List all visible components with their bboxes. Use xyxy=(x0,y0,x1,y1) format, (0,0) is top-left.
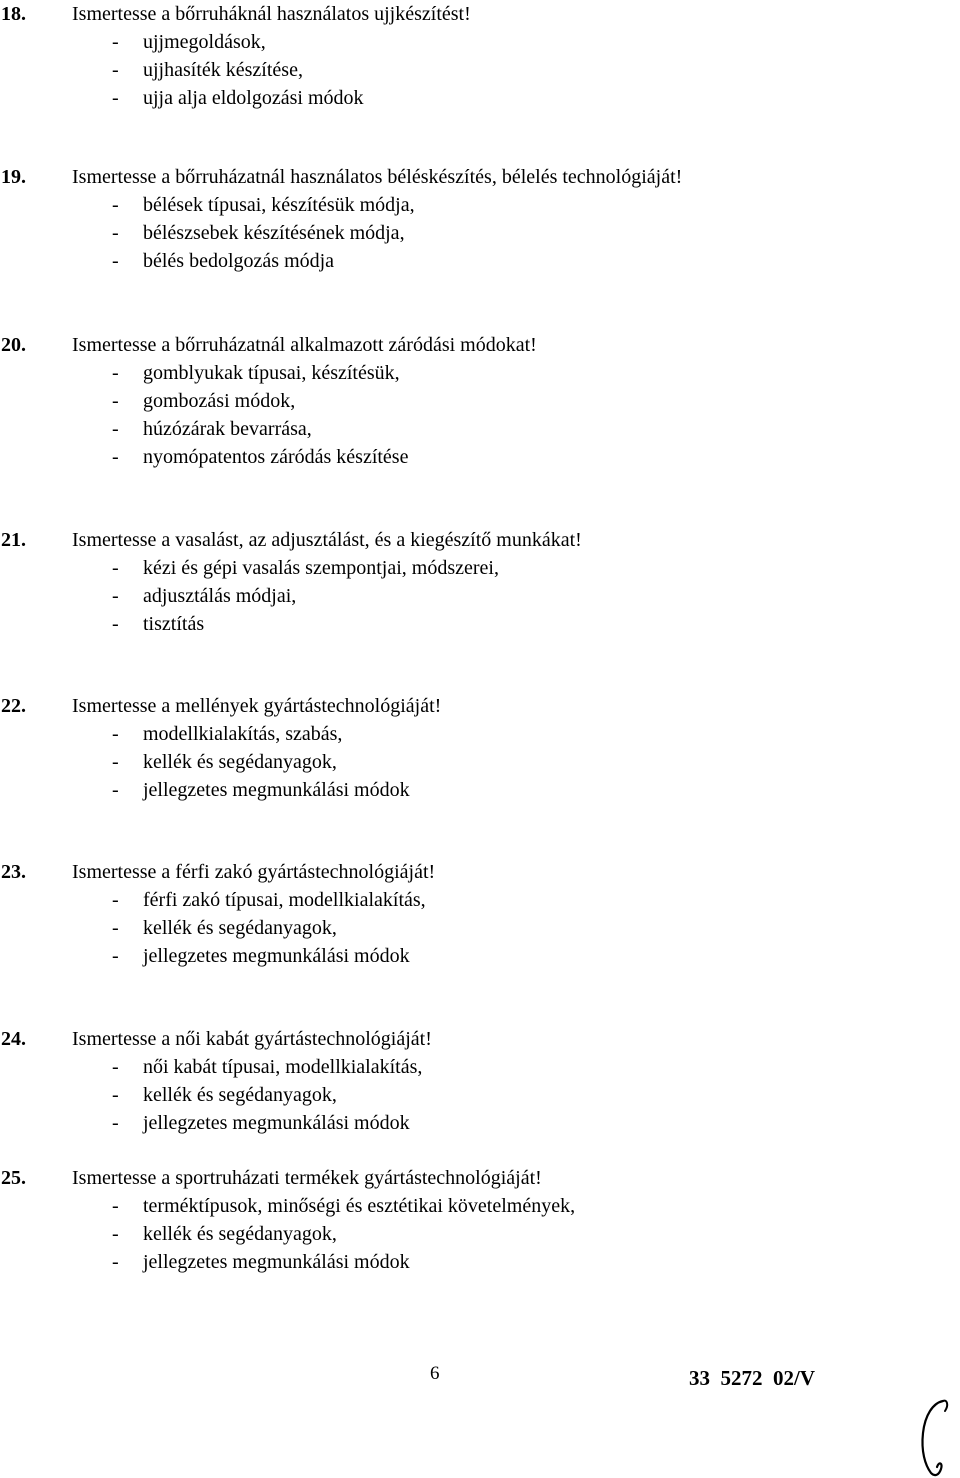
bullet-dash: - xyxy=(112,613,119,635)
question-number: 21. xyxy=(1,529,26,551)
list-item xyxy=(0,1053,960,1081)
bullet-dash: - xyxy=(112,557,119,579)
list-item xyxy=(0,191,960,219)
list-item xyxy=(0,359,960,387)
question-title: Ismertesse a vasalást, az adjusztálást, és a kiegészítő munkákat! xyxy=(72,529,582,551)
list-item xyxy=(0,1109,960,1137)
list-item-text: kellék és segédanyagok, xyxy=(143,917,337,939)
list-item xyxy=(0,219,960,247)
bullet-dash: - xyxy=(112,751,119,773)
list-item xyxy=(0,748,960,776)
bullet-dash: - xyxy=(112,1251,119,1273)
bullet-dash: - xyxy=(112,1223,119,1245)
list-item-text: nyomópatentos záródás készítése xyxy=(143,446,409,468)
question-20 xyxy=(0,331,960,471)
list-item-text: jellegzetes megmunkálási módok xyxy=(143,1251,410,1273)
list-item-text: női kabát típusai, modellkialakítás, xyxy=(143,1056,423,1078)
question-number: 25. xyxy=(1,1167,26,1189)
list-item xyxy=(0,415,960,443)
page-number: 6 xyxy=(430,1363,440,1384)
list-item-text: jellegzetes megmunkálási módok xyxy=(143,779,410,801)
list-item-text: ujja alja eldolgozási módok xyxy=(143,87,364,109)
bullet-dash: - xyxy=(112,222,119,244)
bullet-dash: - xyxy=(112,194,119,216)
list-item-text: kellék és segédanyagok, xyxy=(143,751,337,773)
question-title: Ismertesse a bőrruházatnál használatos béléskészítés, bélelés technológiáját! xyxy=(72,166,683,188)
question-number: 18. xyxy=(1,3,26,25)
question-18 xyxy=(0,0,960,112)
list-item-text: kézi és gépi vasalás szempontjai, módszerei, xyxy=(143,557,499,579)
list-item-text: jellegzetes megmunkálási módok xyxy=(143,1112,410,1134)
list-item-text: gomblyukak típusai, készítésük, xyxy=(143,362,400,384)
bullet-dash: - xyxy=(112,250,119,272)
list-item xyxy=(0,387,960,415)
list-item-text: bélészsebek készítésének módja, xyxy=(143,222,405,244)
list-item xyxy=(0,886,960,914)
list-item-text: gombozási módok, xyxy=(143,390,296,412)
question-number: 24. xyxy=(1,1028,26,1050)
list-item-text: modellkialakítás, szabás, xyxy=(143,723,343,745)
bullet-dash: - xyxy=(112,87,119,109)
list-item xyxy=(0,1248,960,1276)
bullet-dash: - xyxy=(112,418,119,440)
bullet-dash: - xyxy=(112,1084,119,1106)
question-title: Ismertesse a bőrruháknál használatos ujjkészítést! xyxy=(72,3,471,25)
bullet-dash: - xyxy=(112,917,119,939)
question-25 xyxy=(0,1164,960,1276)
question-title: Ismertesse a női kabát gyártástechnológiáját! xyxy=(72,1028,432,1050)
bullet-dash: - xyxy=(112,1056,119,1078)
bullet-dash: - xyxy=(112,723,119,745)
bullet-dash: - xyxy=(112,446,119,468)
list-item xyxy=(0,56,960,84)
bullet-dash: - xyxy=(112,31,119,53)
question-number: 22. xyxy=(1,695,26,717)
bullet-dash: - xyxy=(112,390,119,412)
signature-mark xyxy=(915,1393,960,1478)
list-item xyxy=(0,776,960,804)
list-item-text: bélések típusai, készítésük módja, xyxy=(143,194,415,216)
question-number: 23. xyxy=(1,861,26,883)
bullet-dash: - xyxy=(112,585,119,607)
list-item-text: kellék és segédanyagok, xyxy=(143,1223,337,1245)
question-title: Ismertesse a férfi zakó gyártástechnológiáját! xyxy=(72,861,436,883)
list-item xyxy=(0,720,960,748)
bullet-dash: - xyxy=(112,945,119,967)
list-item-text: kellék és segédanyagok, xyxy=(143,1084,337,1106)
list-item-text: húzózárak bevarrása, xyxy=(143,418,312,440)
question-21 xyxy=(0,526,960,638)
list-item-text: adjusztálás módjai, xyxy=(143,585,297,607)
document-code: 33 5272 02/V xyxy=(689,1366,815,1390)
question-19 xyxy=(0,163,960,275)
bullet-dash: - xyxy=(112,889,119,911)
question-number: 20. xyxy=(1,334,26,356)
question-title: Ismertesse a sportruházati termékek gyártástechnológiáját! xyxy=(72,1167,542,1189)
bullet-dash: - xyxy=(112,779,119,801)
list-item xyxy=(0,28,960,56)
list-item xyxy=(0,1192,960,1220)
list-item-text: bélés bedolgozás módja xyxy=(143,250,335,272)
list-item xyxy=(0,84,960,112)
list-item xyxy=(0,582,960,610)
list-item xyxy=(0,247,960,275)
bullet-dash: - xyxy=(112,1195,119,1217)
list-item-text: ujjhasíték készítése, xyxy=(143,59,303,81)
question-title: Ismertesse a mellények gyártástechnológiáját! xyxy=(72,695,442,717)
list-item xyxy=(0,554,960,582)
bullet-dash: - xyxy=(112,1112,119,1134)
list-item-text: férfi zakó típusai, modellkialakítás, xyxy=(143,889,426,911)
list-item-text: ujjmegoldások, xyxy=(143,31,266,53)
list-item-text: terméktípusok, minőségi és esztétikai követelmények, xyxy=(143,1195,576,1217)
question-22 xyxy=(0,692,960,804)
question-number: 19. xyxy=(1,166,26,188)
list-item xyxy=(0,942,960,970)
list-item xyxy=(0,443,960,471)
question-title: Ismertesse a bőrruházatnál alkalmazott záródási módokat! xyxy=(72,334,537,356)
list-item xyxy=(0,1220,960,1248)
list-item xyxy=(0,1081,960,1109)
list-item xyxy=(0,610,960,638)
question-23 xyxy=(0,858,960,970)
bullet-dash: - xyxy=(112,59,119,81)
list-item xyxy=(0,914,960,942)
list-item-text: jellegzetes megmunkálási módok xyxy=(143,945,410,967)
bullet-dash: - xyxy=(112,362,119,384)
list-item-text: tisztítás xyxy=(143,613,205,635)
question-24 xyxy=(0,1025,960,1137)
